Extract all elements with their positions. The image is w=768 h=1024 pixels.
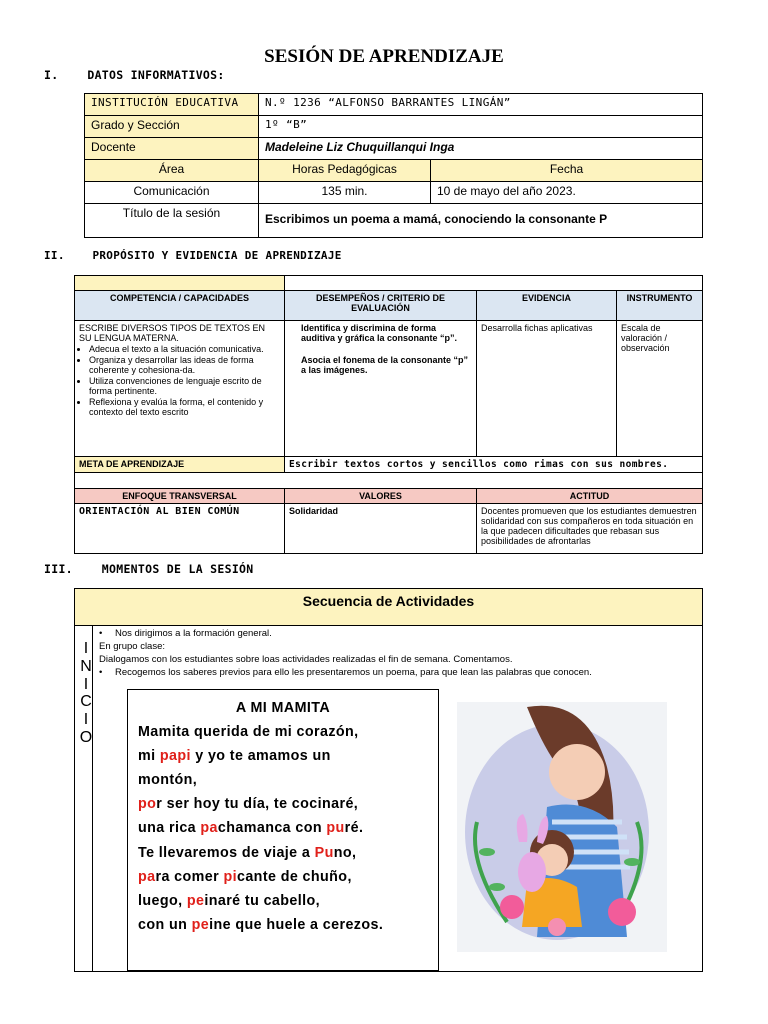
empty-cell xyxy=(75,276,285,291)
meta-label: META DE APRENDIZAJE xyxy=(75,457,285,473)
grado-label: Grado y Sección xyxy=(85,116,259,138)
activity-bullet: • Recogemos los saberes previos para ello les presentaremos un poema, para que lean las palabras que conocen. xyxy=(99,667,592,678)
purpose-table xyxy=(74,275,703,554)
inicio-label xyxy=(78,640,94,747)
inicio-letter: N xyxy=(80,657,92,675)
valor-value: Solidaridad xyxy=(285,504,477,554)
activity-text: Recogemos los saberes previos para ello les presentaremos un poema, para que lean las palabras que conocen. xyxy=(114,667,592,678)
poem-title: A MI MAMITA xyxy=(235,700,331,716)
inicio-letter: I xyxy=(83,640,89,657)
capacidad-item: • Organiza y desarrollar las ideas de forma coherente y cohesiona-da. xyxy=(89,355,280,375)
horas-header: Horas Pedagógicas xyxy=(259,160,431,182)
enfoque-value: ORIENTACIÓN AL BIEN COMÚN xyxy=(75,504,285,554)
poem-line: para comer picante de chuño, xyxy=(138,868,352,885)
evidencia-cell: Desarrolla fichas aplicativas xyxy=(477,321,617,457)
poem-line: montón, xyxy=(138,772,198,789)
desempeno-cell xyxy=(285,321,477,457)
section-3-heading: III. MOMENTOS DE LA SESIÓN xyxy=(44,562,254,576)
activity-line: Dialogamos con los estudiantes sobre loas actividades realizadas el fin de semana. Comentamos. xyxy=(99,654,513,665)
actitud-value: Docentes promueven que los estudiantes demuestren solidaridad con sus compañeros en toda situación en la que padecen dificultades que rebasan sus posibilidades de afrontarlas xyxy=(477,504,703,554)
poem-line: Te llevaremos de viaje a Puno, xyxy=(138,844,357,861)
instr-header: INSTRUMENTO xyxy=(617,291,703,321)
actitud-header: ACTITUD xyxy=(477,489,703,504)
competencia-cell xyxy=(75,321,285,457)
activity-text: Nos dirigimos a la formación general. xyxy=(114,628,272,639)
horas-value: 135 min. xyxy=(259,182,431,204)
instrumento-cell: Escala de valoración / observación xyxy=(617,321,703,457)
poem-line: Mamita querida de mi corazón, xyxy=(138,724,359,741)
desempeno-1: Identifica y discrimina de forma auditiva y gráfica la consonante “p”. xyxy=(301,323,458,343)
grado-value: 1º “B” xyxy=(259,116,703,138)
meta-text: Escribir textos cortos y sencillos como rimas con sus nombres. xyxy=(285,457,703,473)
section-1-heading: I. DATOS INFORMATIVOS: xyxy=(44,68,225,82)
inicio-letter: O xyxy=(79,728,93,746)
titulo-value: Escribimos un poema a mamá, conociendo la consonante P xyxy=(259,204,703,238)
poem-line: por ser hoy tu día, te cocinaré, xyxy=(138,796,359,813)
section-2-heading: II. PROPÓSITO Y EVIDENCIA DE APRENDIZAJE xyxy=(44,249,342,262)
desempeno-2: Asocia el fonema de la consonante “p” a las imágenes. xyxy=(301,355,469,375)
empty-cell xyxy=(75,473,703,489)
capacidad-item: • Reflexiona y evalúa la forma, el contenido y contexto del texto escrito xyxy=(89,397,280,417)
inicio-letter: I xyxy=(83,711,89,729)
area-header: Área xyxy=(85,160,259,182)
activity-bullet: • Nos dirigimos a la formación general. xyxy=(99,628,272,639)
area-value: Comunicación xyxy=(85,182,259,204)
comp-header: COMPETENCIA / CAPACIDADES xyxy=(75,291,285,321)
inst-value: N.º 1236 “ALFONSO BARRANTES LINGÁN” xyxy=(259,94,703,116)
page-title: SESIÓN DE APRENDIZAJE xyxy=(264,46,504,67)
poem-line: una rica pachamanca con puré. xyxy=(138,820,364,837)
poem-line: mi papi y yo te amamos un xyxy=(138,748,331,765)
poem-box xyxy=(127,689,439,971)
inicio-letter: C xyxy=(80,693,92,711)
capacidad-item: • Utiliza convenciones de lenguaje escrito de forma pertinente. xyxy=(89,376,280,396)
docente-value: Madeleine Liz Chuquillanqui Inga xyxy=(259,138,703,160)
fecha-value: 10 de mayo del año 2023. xyxy=(431,182,703,204)
inst-label: INSTITUCIÓN EDUCATIVA xyxy=(85,94,259,116)
poem-line: luego, peinaré tu cabello, xyxy=(138,892,321,909)
capacidad-item: • Adecua el texto a la situación comunicativa. xyxy=(89,344,280,354)
activity-line: En grupo clase: xyxy=(99,641,166,652)
docente-label: Docente xyxy=(85,138,259,160)
competencia-text: ESCRIBE DIVERSOS TIPOS DE TEXTOS EN SU LENGUA MATERNA. xyxy=(79,323,266,343)
valores-header: VALORES xyxy=(285,489,477,504)
titulo-label: Título de la sesión xyxy=(85,204,259,238)
enfoque-header: ENFOQUE TRANSVERSAL xyxy=(75,489,285,504)
info-table xyxy=(84,93,703,238)
desemp-header: DESEMPEÑOS / CRITERIO DE EVALUACIÓN xyxy=(285,291,477,321)
fecha-header: Fecha xyxy=(431,160,703,182)
empty-cell xyxy=(285,276,703,291)
poem-line: con un peine que huele a cerezos. xyxy=(138,916,384,933)
inicio-letter: I xyxy=(83,675,89,693)
mother-child-illustration xyxy=(457,702,667,952)
evid-header: EVIDENCIA xyxy=(477,291,617,321)
moments-header: Secuencia de Actividades xyxy=(75,589,703,626)
